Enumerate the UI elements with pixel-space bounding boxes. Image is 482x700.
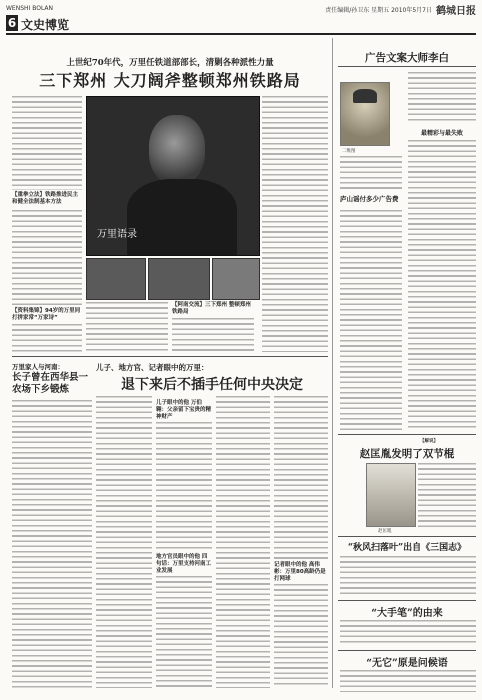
lower-mid-body-4	[216, 396, 270, 688]
masthead-pinyin: WENSHI BOLAN	[6, 5, 54, 12]
column-divider	[332, 38, 333, 688]
portrait-body	[127, 179, 237, 255]
lower-mid-headline: 退下来后不插手任何中央决定	[121, 377, 303, 393]
lead-subhead-3: 【阿南交流】三下郑州 整顿郑州铁路局	[172, 302, 251, 315]
lower-mid-body-5	[274, 396, 328, 560]
story3-title: “秋风扫落叶”出自《三国志》	[347, 543, 467, 553]
masthead-date: 责任编辑/孙卫东 星期五 2010年5月7日	[325, 7, 432, 14]
lower-left-body	[12, 400, 92, 688]
lower-mid-body-3	[156, 576, 212, 688]
lower-mid-body-2	[156, 422, 212, 552]
group-photo-1	[86, 258, 146, 300]
right-rule-3	[338, 536, 476, 537]
story5-body	[340, 670, 476, 692]
lower-mid-subhead-2: 地方官员眼中的他 四句话：万里支持河南工业发展	[156, 554, 212, 574]
lower-mid-body-1	[96, 396, 152, 688]
sig-caption: 赵匡胤	[378, 529, 392, 534]
zhao-kuangyin-photo	[366, 463, 416, 527]
lead-body-col3	[172, 318, 254, 352]
lower-mid-subhead-3: 记者眼中的他 高伟彬：万里80高龄仍是打网球	[274, 562, 326, 582]
lower-mid-body-6	[274, 584, 328, 688]
section-header	[6, 15, 476, 35]
portrait-caption: 二维图	[342, 149, 356, 154]
story4-body	[340, 620, 476, 646]
libai-portrait	[340, 82, 390, 146]
lower-mid-subhead-1: 儿子眼中的他 万伯翱：父亲留下宝贵的精神财产	[156, 400, 212, 420]
section-rule	[12, 356, 328, 357]
page-number: 6	[7, 16, 17, 30]
wanli-photo	[86, 96, 260, 256]
lead-headline: 三下郑州 大刀阔斧整顿郑州铁路局	[39, 71, 301, 90]
lead-body-col4	[262, 96, 328, 352]
lead-body-col2	[86, 302, 168, 352]
ad-subhead: 最精彩与最失败	[420, 130, 463, 137]
sig-title: 赵匡胤发明了双节棍	[359, 448, 455, 460]
portrait-face	[149, 115, 205, 185]
lead-subhead-1: 【重拳立法】铁路推进民主和健全法制基本方法	[12, 192, 79, 205]
section-name: 文史博览	[21, 18, 70, 32]
right-rule-5	[338, 650, 476, 651]
lead-subhead-2: 【资料集锦】94岁的万里同打拼家常“万家诗”	[12, 308, 81, 321]
right-rule-4	[338, 600, 476, 601]
lower-left-kicker: 万里家人与河南：	[12, 363, 64, 371]
lead-kicker: 上世纪70年代，万里任铁道部部长，清剿各种派性力量	[66, 58, 274, 68]
right-rule-2	[338, 434, 476, 435]
sig-body	[418, 463, 476, 529]
group-photo-3	[212, 258, 260, 300]
story4-title: “大手笔”的由来	[371, 608, 443, 619]
ad-title: 广告文案大师李白	[365, 52, 449, 64]
lead-body-col1	[12, 96, 82, 190]
lower-left-headline: 长子曾在西华县一农场下乡锻炼	[12, 372, 89, 395]
photo-caption: 万里语录	[97, 229, 137, 240]
story3-body	[340, 556, 476, 596]
ad-body-4	[408, 140, 476, 430]
right-rule-1	[338, 66, 476, 67]
group-photo-2	[148, 258, 210, 300]
lead-body-col1c	[12, 324, 82, 352]
story2-title: 庐山谣付多少广告费	[340, 195, 399, 203]
ad-body-2	[340, 210, 402, 430]
ad-body-3	[408, 72, 476, 124]
masthead-logo: 鹤城日报	[436, 6, 476, 17]
story5-title: “无它”原是问候语	[366, 658, 448, 669]
sig-kicker: 【解说】	[420, 439, 438, 444]
lead-body-col1b	[12, 210, 82, 306]
ad-body-1	[340, 156, 402, 192]
masthead	[6, 4, 476, 17]
lower-mid-kicker: 儿子、地方官、记者眼中的万里：	[96, 363, 209, 372]
